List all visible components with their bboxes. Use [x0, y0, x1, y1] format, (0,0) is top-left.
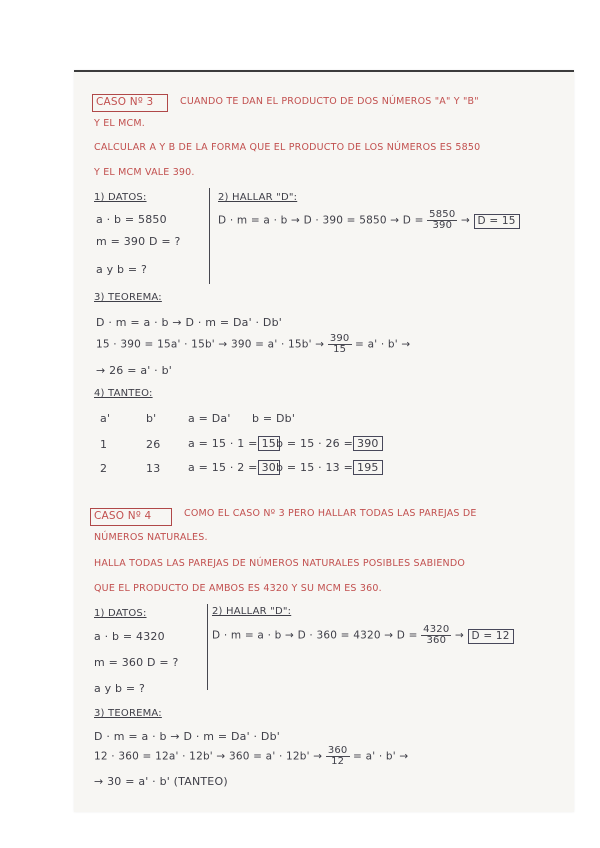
case-4-datos-2: m = 360 D = ?	[94, 656, 179, 669]
case-4-intro-line-2: NÚMEROS NATURALES.	[94, 532, 208, 543]
case-3-hallar-result: D = 15	[474, 214, 520, 229]
tanteo-row-2-a1: 2	[100, 462, 108, 475]
case-3-tanteo-title: 4) TANTEO:	[94, 388, 153, 399]
tanteo-header-a: a'	[100, 412, 111, 425]
tanteo-row-1-a1: 1	[100, 438, 108, 451]
case-3-divider	[209, 188, 210, 284]
case-3-hallar-equation: D · m = a · b → D · 390 = 5850 → D = $\frac{5850}{390}$ → D = 15	[218, 210, 520, 231]
case-4-teorema-2: 12 · 360 = 12a' · 12b' → 360 = a' · 12b' → $\frac{360}{12}$ = a' · b' →	[94, 745, 409, 767]
case-4-teorema-3: → 30 = a' · b' (TANTEO)	[94, 775, 228, 788]
case-3-task-line-1: CALCULAR A Y B DE LA FORMA QUE EL PRODUCTO DE LOS NÚMEROS ES 5850	[94, 142, 481, 153]
case-3-teorema-1: D · m = a · b → D · m = Da' · Db'	[96, 316, 282, 329]
case-4-hallar-result: D = 12	[468, 629, 514, 644]
case-3-intro-line-2: Y EL MCM.	[94, 118, 145, 129]
tanteo-row-1-a: a = 15 · 1 = 15	[188, 436, 280, 451]
case-3-task-line-2: Y EL MCM VALE 390.	[94, 167, 195, 178]
case-4-hallar-eq-text: D · m = a · b → D · 360 = 4320 → D =	[212, 629, 418, 642]
tanteo-row-1-b: b = 15 · 26 = 390	[276, 436, 383, 451]
case-4-datos-3: a y b = ?	[94, 682, 146, 695]
case-3-label: CASO Nº 3	[96, 96, 154, 108]
case-4-hallar-title: 2) HALLAR "D":	[212, 606, 292, 617]
case-4-divider	[207, 604, 208, 690]
case-4-hallar-fraction: $\frac{4320}{360}$	[423, 624, 450, 646]
case-3-datos-2: m = 390 D = ?	[96, 235, 181, 248]
case-4-datos-1: a · b = 4320	[94, 630, 165, 643]
case-3-datos-1: a · b = 5850	[96, 213, 167, 226]
case-3-hallar-fraction: $\frac{5850}{390}$	[429, 209, 456, 231]
case-4-task-line-1: HALLA TODAS LAS PAREJAS DE NÚMEROS NATURALES POSIBLES SABIENDO	[94, 558, 466, 569]
case-4-label: CASO Nº 4	[94, 510, 152, 522]
case-4-teorema-1: D · m = a · b → D · m = Da' · Db'	[94, 730, 280, 743]
case-3-datos-3: a y b = ?	[96, 263, 148, 276]
tanteo-row-2-b1: 13	[146, 462, 161, 475]
tanteo-header-a-eq: a = Da'	[188, 412, 231, 425]
tanteo-header-b-eq: b = Db'	[252, 412, 296, 425]
case-4-hallar-equation: D · m = a · b → D · 360 = 4320 → D = $\frac{4320}{360}$ → D = 12	[212, 625, 514, 646]
case-4-teorema-title: 3) TEOREMA:	[94, 708, 162, 719]
case-3-hallar-title: 2) HALLAR "D":	[218, 192, 298, 203]
case-3-teorema-fraction: $\frac{390}{15}$	[329, 333, 350, 355]
case-3-teorema-title: 3) TEOREMA:	[94, 292, 162, 303]
case-3-teorema-2: 15 · 390 = 15a' · 15b' → 390 = a' · 15b' → $\frac{390}{15}$ = a' · b' →	[96, 333, 411, 355]
case-4-intro-line-1: COMO EL CASO Nº 3 PERO HALLAR TODAS LAS PAREJAS DE	[184, 508, 477, 519]
tanteo-row-2-b: b = 15 · 13 = 195	[276, 460, 383, 475]
case-4-task-line-2: QUE EL PRODUCTO DE AMBOS ES 4320 Y SU MCM ES 360.	[94, 583, 382, 594]
case-3-intro-line-1: CUANDO TE DAN EL PRODUCTO DE DOS NÚMEROS "A" Y "B"	[180, 96, 479, 107]
tanteo-row-1-b1: 26	[146, 438, 161, 451]
case-4-datos-title: 1) DATOS:	[94, 608, 147, 619]
case-3-hallar-eq-text: D · m = a · b → D · 390 = 5850 → D =	[218, 214, 424, 227]
case-4-teorema-fraction: $\frac{360}{12}$	[327, 745, 348, 767]
tanteo-header-b: b'	[146, 412, 157, 425]
tanteo-row-2-a: a = 15 · 2 = 30	[188, 460, 280, 475]
case-3-datos-title: 1) DATOS:	[94, 192, 147, 203]
case-3-teorema-3: → 26 = a' · b'	[96, 364, 172, 377]
